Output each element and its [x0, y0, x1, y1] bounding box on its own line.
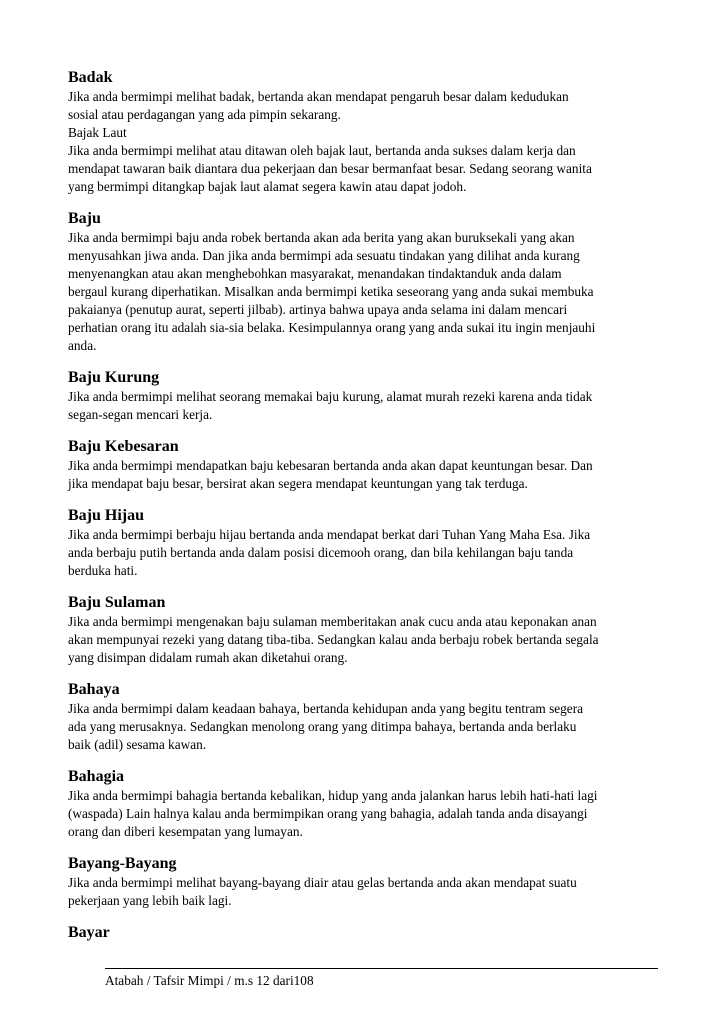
- entry-line: (waspada) Lain halnya kalau anda bermimpikan orang yang bahagia, adalah tanda anda disayangi: [68, 806, 588, 821]
- entry-baju-kurung: [68, 368, 668, 424]
- entry-line: Bajak Laut: [68, 125, 127, 140]
- entry-line: baik (adil) sesama kawan.: [68, 737, 207, 752]
- entry-bahaya: [68, 680, 668, 754]
- entry-baju-kebesaran: [68, 437, 668, 493]
- entry-heading: Baju Sulaman: [68, 594, 166, 611]
- entry-line: anda berbaju putih bertanda anda dalam posisi dicemooh orang, dan bila kehilangan baju tanda: [68, 545, 574, 560]
- page-footer: [105, 958, 658, 990]
- entry-line: segan-segan mencari kerja.: [68, 407, 213, 422]
- entry-baju-sulaman: [68, 593, 668, 667]
- entry-line: anda.: [68, 338, 97, 353]
- entry-line: Jika anda bermimpi melihat seorang memakai baju kurung, alamat murah rezeki karena anda tidak: [68, 389, 593, 404]
- entry-line: Jika anda bermimpi bahagia bertanda kebalikan, hidup yang anda jalankan harus lebih hati-hati lagi: [68, 788, 598, 803]
- entry-bayar: [68, 923, 668, 943]
- entry-line: berduka hati.: [68, 563, 138, 578]
- entry-line: Jika anda bermimpi mendapatkan baju kebesaran bertanda anda akan dapat keuntungan besar. Dan: [68, 458, 593, 473]
- entry-baju: [68, 209, 668, 355]
- entry-baju-hijau: [68, 506, 668, 580]
- entry-bahagia: [68, 767, 668, 841]
- entry-bayang-bayang: [68, 854, 668, 910]
- entry-heading: Bahagia: [68, 768, 125, 785]
- entry-line: ada yang merusaknya. Sedangkan menolong orang yang ditimpa bahaya, bertanda anda berlaku: [68, 719, 577, 734]
- entry-line: Jika anda bermimpi melihat bayang-bayang diair atau gelas bertanda anda akan mendapat suatu: [68, 875, 577, 890]
- entry-line: pekerjaan yang lebih baik lagi.: [68, 893, 232, 908]
- document-page: [68, 68, 668, 956]
- entry-line: Jika anda bermimpi melihat atau ditawan oleh bajak laut, bertanda anda sukses dalam kerja dan: [68, 143, 576, 158]
- entry-heading: Baju Kurung: [68, 369, 160, 386]
- entry-line: orang dan diberi kesempatan yang lumayan.: [68, 824, 303, 839]
- entry-heading: Bahaya: [68, 681, 120, 698]
- entry-line: pakaianya (penutup aurat, seperti jilbab). artinya bahwa upaya anda selama ini dalam mencari: [68, 302, 568, 317]
- entry-line: bergaul kurang diperhatikan. Misalkan anda bermimpi ketika seseorang yang anda sukai membuka: [68, 284, 594, 299]
- entry-line: perhatian orang itu adalah sia-sia belaka. Kesimpulannya orang yang anda sukai itu ingin menjauhi: [68, 320, 596, 335]
- entry-heading: Bayar: [68, 924, 110, 941]
- entry-line: menyusahkan jiwa anda. Dan jika anda bermimpi ada sesuatu tindakan yang dilihat anda kurang: [68, 248, 580, 263]
- entry-line: menyenangkan atau akan menghebohkan masyarakat, menandakan tindaktanduk anda dalam: [68, 266, 562, 281]
- entry-line: akan mempunyai rezeki yang datang tiba-tiba. Sedangkan kalau anda berbaju robek bertanda segala: [68, 632, 599, 647]
- entry-line: Jika anda bermimpi dalam keadaan bahaya, bertanda kehidupan anda yang begitu tentram segera: [68, 701, 584, 716]
- entry-line: yang disimpan didalam rumah akan diketahui orang.: [68, 650, 348, 665]
- entry-heading: Baju: [68, 210, 101, 227]
- footer-divider: [105, 968, 658, 969]
- entry-line: Jika anda bermimpi baju anda robek bertanda akan ada berita yang akan buruksekali yang akan: [68, 230, 575, 245]
- entry-line: sosial atau perdagangan yang ada pimpin sekarang.: [68, 107, 341, 122]
- entry-heading: Baju Kebesaran: [68, 438, 179, 455]
- entry-line: yang bermimpi ditangkap bajak laut alamat segera kawin atau dapat jodoh.: [68, 179, 467, 194]
- entry-badak: [68, 68, 668, 196]
- footer-text: Atabah / Tafsir Mimpi / m.s 12 dari108: [105, 973, 314, 988]
- entry-line: Jika anda bermimpi melihat badak, bertanda akan mendapat pengaruh besar dalam kedudukan: [68, 89, 569, 104]
- entry-line: Jika anda bermimpi berbaju hijau bertanda anda mendapat berkat dari Tuhan Yang Maha Esa. Jika: [68, 527, 591, 542]
- entry-heading: Badak: [68, 69, 113, 86]
- entry-line: Jika anda bermimpi mengenakan baju sulaman memberitakan anak cucu anda atau keponakan anan: [68, 614, 597, 629]
- entry-heading: Bayang-Bayang: [68, 855, 177, 872]
- entry-line: mendapat tawaran baik diantara dua pekerjaan dan besar bermanfaat besar. Sedang seorang wanita: [68, 161, 592, 176]
- entry-heading: Baju Hijau: [68, 507, 145, 524]
- entry-line: jika mendapat baju besar, bersirat akan segera mendapat keuntungan yang tak terduga.: [68, 476, 528, 491]
